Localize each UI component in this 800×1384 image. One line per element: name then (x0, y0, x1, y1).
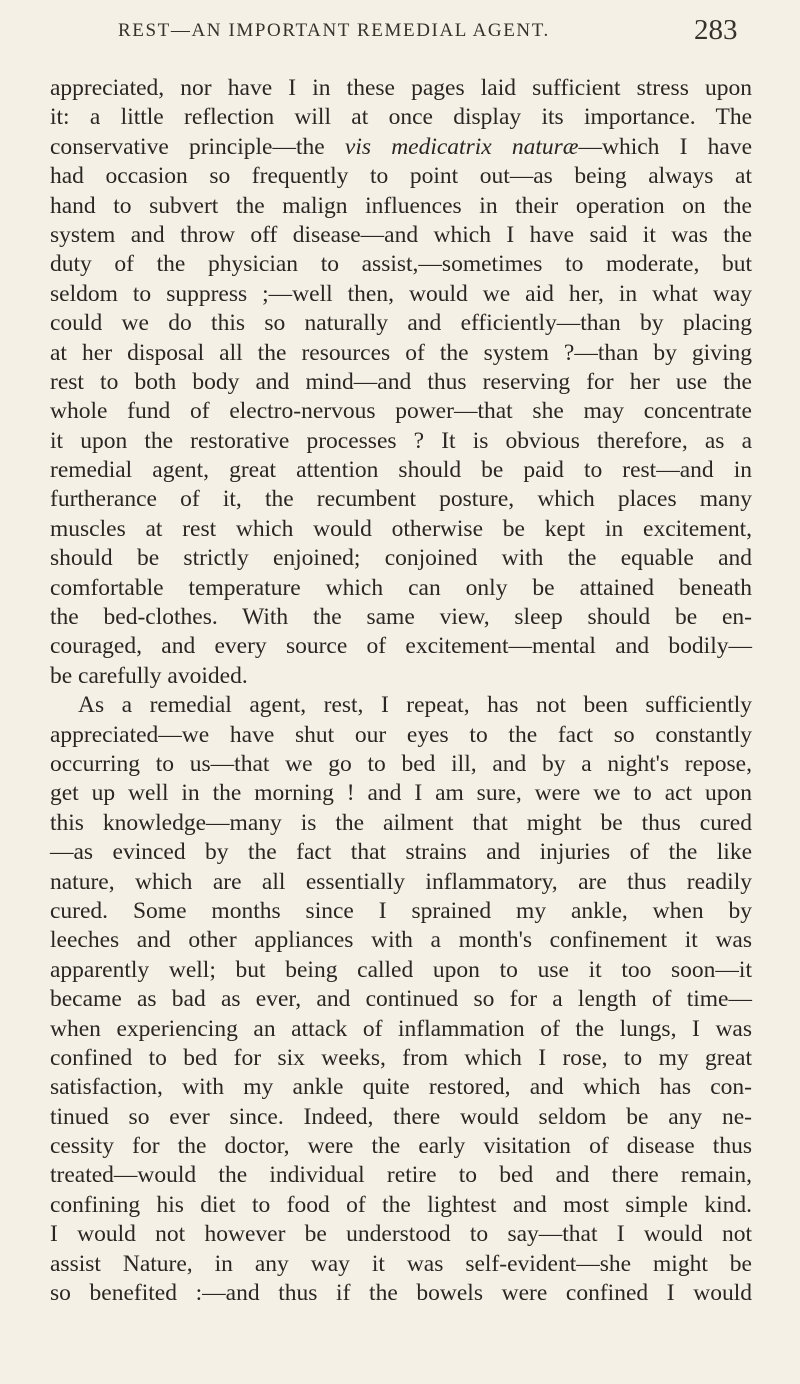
text-line (50, 309, 752, 338)
text-line (50, 838, 752, 867)
text-line (50, 1044, 752, 1073)
line-text: had occasion so frequently to point out—as being always at (50, 163, 752, 190)
text-line (50, 574, 752, 603)
line-text: As a remedial agent, rest, I repeat, has not been sufficiently (78, 692, 752, 719)
text-line (50, 515, 752, 544)
line-text: occurring to us—that we go to bed ill, and by a night's repose, (50, 750, 752, 777)
text-line (50, 397, 752, 426)
text-line (50, 1279, 752, 1308)
line-text: appreciated, nor have I in these pages laid sufficient stress upon (50, 75, 752, 101)
text-line (50, 662, 752, 691)
line-text-continued: —which I have (578, 133, 753, 160)
running-head: REST—AN IMPORTANT REMEDIAL AGENT. (118, 20, 550, 41)
line-text: whole fund of electro-nervous power—that she may concentrate (50, 398, 752, 425)
text-line (50, 280, 752, 309)
text-line (50, 1015, 752, 1044)
line-text: muscles at rest which would otherwise be kept in excitement, (50, 515, 752, 542)
line-text: furtherance of it, the recumbent posture, which places many (50, 486, 752, 513)
text-line (50, 456, 752, 485)
text-line (50, 1161, 752, 1190)
text-line (50, 1191, 752, 1220)
text-line (50, 985, 752, 1014)
line-text: became as bad as ever, and continued so for a length of time— (50, 986, 752, 1013)
line-text: tinued so ever since. Indeed, there would seldom be any ne- (50, 1103, 752, 1130)
line-text: could we do this so naturally and efficiently—than by placing (50, 310, 752, 337)
text-line (50, 485, 752, 514)
line-text: the bed-clothes. With the same view, sleep should be en- (50, 604, 752, 631)
line-text: it: a little reflection will at once display its importance. The (50, 104, 752, 131)
text-line (50, 250, 752, 279)
text-line (50, 1220, 752, 1249)
text-line (50, 74, 752, 103)
text-line (50, 603, 752, 632)
line-text: at her disposal all the resources of the system ?—than by giving (50, 339, 752, 366)
line-text: satisfaction, with my ankle quite restored, and which has con- (50, 1074, 752, 1101)
line-text: confined to bed for six weeks, from which I rose, to my great (50, 1044, 752, 1071)
text-line (50, 133, 752, 162)
line-text: so benefited :—and thus if the bowels were confined I would (50, 1280, 752, 1307)
text-line (50, 721, 752, 750)
text-line (50, 221, 752, 250)
text-line (50, 1103, 752, 1132)
text-line (50, 544, 752, 573)
text-line (50, 1132, 752, 1161)
line-text: —as evinced by the fact that strains and injuries of the like (50, 839, 752, 866)
text-line (50, 926, 752, 955)
line-text: this knowledge—many is the ailment that might be thus cured (50, 809, 752, 836)
text-line (50, 192, 752, 221)
text-line (50, 339, 752, 368)
line-text: conservative principle—the (50, 133, 345, 160)
line-text: hand to subvert the malign influences in their operation on the (50, 192, 752, 219)
text-line (50, 897, 752, 926)
line-text: couraged, and every source of excitement—mental and bodily— (50, 633, 752, 660)
line-text: duty of the physician to assist,—sometimes to moderate, but (50, 251, 752, 278)
text-line (50, 691, 752, 720)
line-text: be carefully avoided. (50, 662, 248, 689)
latin-phrase: vis medicatrix naturæ (344, 133, 579, 160)
text-line (50, 427, 752, 456)
text-line (50, 103, 752, 132)
line-text: comfortable temperature which can only be attained beneath (50, 574, 752, 601)
text-line (50, 956, 752, 985)
text-line (50, 1250, 752, 1279)
text-line (50, 868, 752, 897)
line-text: appreciated—we have shut our eyes to the fact so constantly (50, 721, 752, 748)
line-text: nature, which are all essentially inflammatory, are thus readily (50, 868, 752, 895)
line-text: get up well in the morning ! and I am sure, were we to act upon (50, 780, 752, 807)
text-line (50, 632, 752, 661)
text-line (50, 368, 752, 397)
line-text: confining his diet to food of the lightest and most simple kind. (50, 1191, 752, 1218)
text-line (50, 779, 752, 808)
page-number: 283 (694, 14, 738, 46)
line-text: rest to both body and mind—and thus reserving for her use the (50, 368, 752, 395)
line-text: should be strictly enjoined; conjoined with the equable and (50, 545, 752, 572)
body-text (50, 74, 752, 1308)
line-text: seldom to suppress ;—well then, would we aid her, in what way (50, 280, 752, 307)
line-text: assist Nature, in any way it was self-evident—she might be (50, 1250, 752, 1277)
line-text: apparently well; but being called upon to use it too soon—it (50, 956, 752, 983)
text-line (50, 162, 752, 191)
text-line (50, 809, 752, 838)
line-text: cessity for the doctor, were the early visitation of disease thus (50, 1133, 752, 1160)
line-text: cured. Some months since I sprained my ankle, when by (50, 897, 752, 924)
text-line (50, 750, 752, 779)
line-text: system and throw off disease—and which I have said it was the (50, 221, 752, 248)
line-text: remedial agent, great attention should be paid to rest—and in (50, 457, 752, 484)
text-line (50, 1073, 752, 1102)
line-text: when experiencing an attack of inflammation of the lungs, I was (50, 1015, 752, 1042)
line-text: leeches and other appliances with a month's confinement it was (50, 927, 752, 954)
line-text: it upon the restorative processes ? It is obvious therefore, as a (50, 427, 752, 454)
line-text: I would not however be understood to say—that I would not (50, 1221, 752, 1248)
line-text: treated—would the individual retire to bed and there remain, (50, 1162, 752, 1189)
